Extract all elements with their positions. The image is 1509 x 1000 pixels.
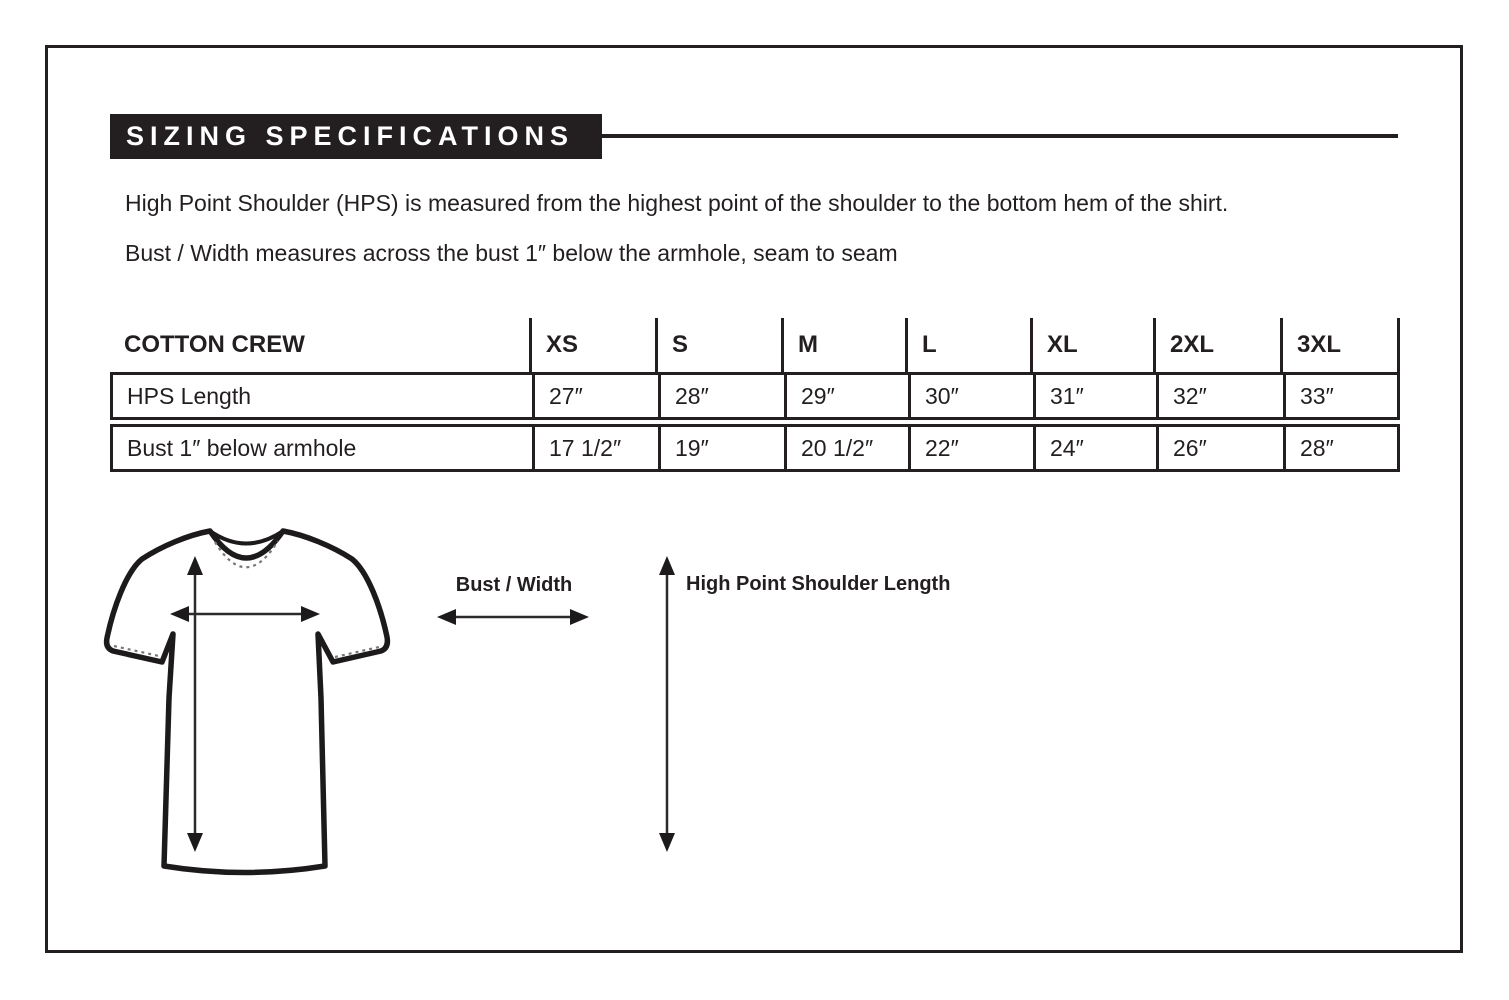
intro-line-hps: High Point Shoulder (HPS) is measured from the highest point of the shoulder to the bottom hem of the shirt.: [125, 190, 1229, 216]
table-header-row: [110, 318, 1400, 372]
row-label: HPS Length: [127, 382, 252, 409]
table-cell: 28″: [1283, 427, 1403, 469]
bust-width-label: Bust / Width: [455, 574, 573, 596]
table-cell: 26″: [1156, 427, 1283, 469]
table-cell: 20 1/2″: [784, 427, 908, 469]
col-header-m: M: [781, 318, 905, 372]
hps-length-label: High Point Shoulder Length: [686, 573, 951, 595]
table-cell: 27″: [532, 375, 658, 417]
table-cell: 22″: [908, 427, 1033, 469]
tshirt-outline-icon: [107, 531, 388, 873]
table-cell: 17 1/2″: [532, 427, 658, 469]
table-cell: 31″: [1033, 375, 1156, 417]
page-title: SIZING SPECIFICATIONS: [126, 121, 575, 151]
col-header-2xl: 2XL: [1153, 318, 1280, 372]
col-header-3xl: 3XL: [1280, 318, 1400, 372]
hps-legend-arrow-icon: [659, 556, 675, 852]
col-header-l: L: [905, 318, 1030, 372]
table-cell: 19″: [658, 427, 784, 469]
col-header-s: S: [655, 318, 781, 372]
col-header-xl: XL: [1030, 318, 1153, 372]
table-cell: 29″: [784, 375, 908, 417]
col-header-xs: XS: [529, 318, 655, 372]
size-table: [110, 318, 1400, 472]
table-cell: 24″: [1033, 427, 1156, 469]
title-box: [110, 114, 602, 159]
table-row-hps-length: [110, 372, 1400, 420]
bust-width-legend-arrow-icon: [437, 609, 589, 625]
table-cell: 28″: [658, 375, 784, 417]
table-cell: 33″: [1283, 375, 1403, 417]
product-name-header: COTTON CREW: [124, 331, 305, 358]
table-cell: 32″: [1156, 375, 1283, 417]
row-label: Bust 1″ below armhole: [127, 434, 357, 461]
title-rule: [602, 134, 1398, 138]
intro-line-bust: Bust / Width measures across the bust 1″ below the armhole, seam to seam: [125, 240, 898, 266]
table-cell: 30″: [908, 375, 1033, 417]
table-row-bust-width: [110, 424, 1400, 472]
